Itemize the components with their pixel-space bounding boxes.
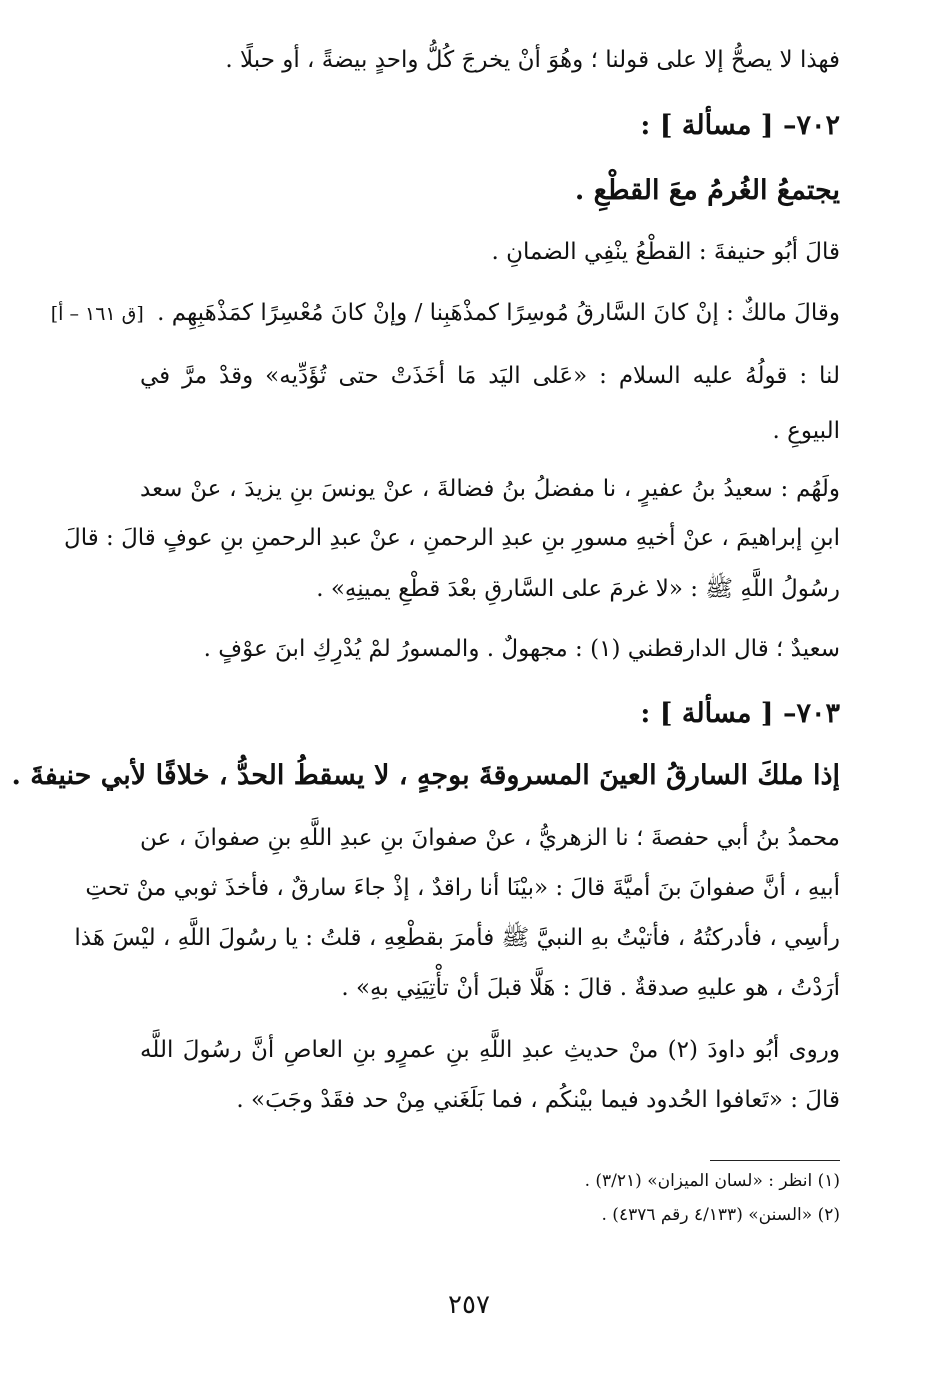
- manuscript-folio-marker: [ق ١٦١ – أ]: [50, 303, 144, 325]
- lahum-text-line: ابنِ إبراهيمَ ، عنْ أخيهِ مسورِ بنِ عبدِ الرحمنِ ، عنْ عبدِ الرحمنِ بنِ عوفٍ قالَ : قالَ: [64, 525, 840, 551]
- footnote-1: (١) انظر : «لسان الميزان» (٣/٢١) .: [584, 1171, 840, 1191]
- hadith-text-line: أبيهِ ، أنَّ صفوانَ بنَ أميَّةَ قالَ : «بيْنَا أنا راقدٌ ، إذْ جاءَ سارقٌ ، فأخذَ ثوبي منْ تحتِ: [85, 875, 840, 901]
- lahum-text-line: ولَهُم : سعيدُ بنُ عفيرٍ ، نا مفضلُ بنُ فضالةَ ، عنْ يونسَ بنِ يزيدَ ، عنْ سعد: [140, 476, 840, 502]
- said-remark-line: سعيدٌ ؛ قال الدارقطني (١) : مجهولٌ . والمسورُ لمْ يُدْرِكِ ابنَ عوْفٍ .: [203, 636, 840, 662]
- abudawud-text-line: وروى أبُو داودَ (٢) منْ حديثِ عبدِ اللَّهِ بنِ عمرٍو بنِ العاصِ أنَّ رسُولَ اللَّه: [140, 1037, 841, 1063]
- hadith-text-line: رأسِي ، فأدركتُهُ ، فأتيْتُ بهِ النبيَّ ﷺ فأمرَ بقطْعِهِ ، قلتُ : يا رسُولَ اللَّهِ ، ليْسَ هَذا: [74, 925, 840, 951]
- lahum-text-line: رسُولُ اللَّهِ ﷺ : «لا غرمَ على السَّارقِ بعْدَ قطْعِ يمينِهِ» .: [316, 576, 840, 602]
- malik-opinion-text: وقالَ مالكٌ : إنْ كانَ السَّارقُ مُوسِرًا كمذْهَبِنا / وإنْ كانَ مُعْسِرًا كمَذْهَبِهِم .: [157, 300, 840, 326]
- page-number: ٢٥٧: [448, 1290, 490, 1320]
- issue-703-heading: ٧٠٣– [ مسألة ] :: [640, 698, 840, 729]
- issue-702-title: يجتمعُ الغُرمُ معَ القطْعِ .: [574, 175, 840, 206]
- hadith-text-line: محمدُ بنُ أبي حفصةَ ؛ نا الزهريُّ ، عنْ صفوانَ بنِ عبدِ اللَّهِ بنِ صفوانَ ، عن: [140, 825, 840, 851]
- malik-opinion-line: [30, 295, 840, 332]
- lana-text-line: لنا : قولُهُ عليه السلام : «عَلى اليَد مَا أخَذَتْ حتى تُؤَدِّيه» وقدْ مرَّ في: [140, 363, 840, 389]
- issue-703-title: إذا ملكَ السارقُ العينَ المسروقةَ بوجهٍ ، لا يسقطُ الحدُّ ، خلافًا لأبي حنيفةَ .: [11, 760, 840, 791]
- hadith-text-line: أرَدْتُ ، هو عليهِ صدقةٌ . قالَ : هَلَّا قبلَ أنْ تأْتِيَنِي بهِ» .: [341, 975, 840, 1001]
- footnote-separator: [710, 1160, 840, 1161]
- footnote-2: (٢) «السنن» (٤/١٣٣ رقم ٤٣٧٦) .: [601, 1205, 840, 1225]
- issue-702-heading: ٧٠٢– [ مسألة ] :: [640, 110, 840, 141]
- abudawud-text-line: قالَ : «تَعافوا الحُدود فيما بيْنكُم ، فما بَلَغَني مِنْ حد فقَدْ وجَبَ» .: [236, 1087, 840, 1113]
- lana-text-line: البيوعِ .: [772, 418, 840, 444]
- abu-hanifa-opinion: قالَ أبُو حنيفةَ : القطْعُ ينْفِي الضمانِ .: [491, 239, 840, 265]
- intro-text-line: فهذا لا يصحُّ إلا على قولنا ؛ وهُوَ أنْ يخرجَ كُلُّ واحدٍ بيضةً ، أو حبلًا .: [225, 47, 840, 73]
